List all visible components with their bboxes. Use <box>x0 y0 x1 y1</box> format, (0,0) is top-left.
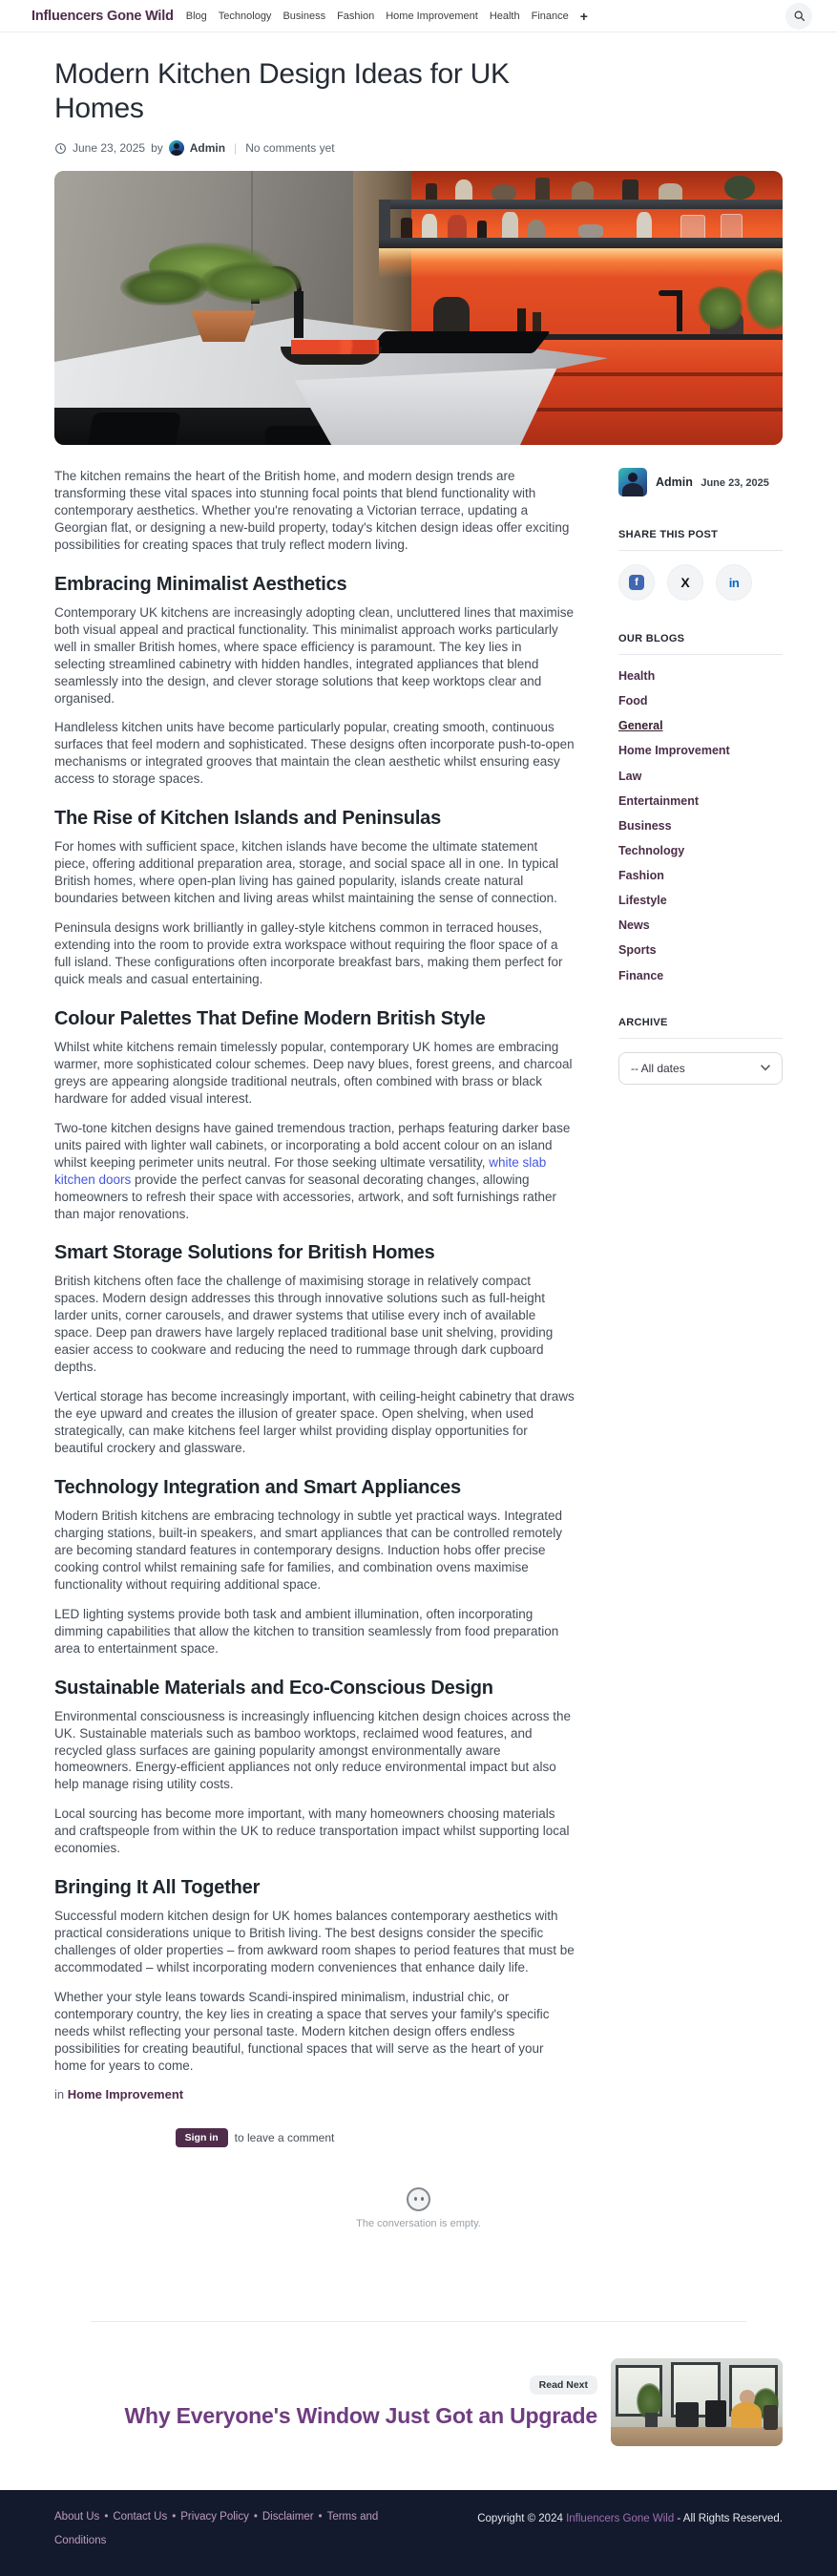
hero-decor <box>637 212 651 239</box>
linkedin-icon: in <box>728 575 740 590</box>
nav-item-fashion[interactable]: Fashion <box>337 10 375 22</box>
article-paragraph: Whilst white kitchens remain timelessly popular, contemporary UK homes are embracing warmer, more sophisticated colour schemes. Deep navy blues, forest greens, and charcoal greys are appearing alongside traditional neutrals, often combined with brass or black hardware for added visual interest. <box>54 1039 573 1106</box>
x-icon: X <box>680 575 690 590</box>
article-paragraph: LED lighting systems provide both task and ambient illumination, often incorporating dimming capabilities that allow the kitchen to transition seamlessly from food preparation area to entertainment space. <box>54 1606 559 1656</box>
read-next-section <box>54 2321 783 2446</box>
hero-decor <box>622 179 638 201</box>
blog-list <box>618 668 783 984</box>
divider <box>618 1038 783 1039</box>
sidebar-item-fashion[interactable]: Fashion <box>618 869 664 882</box>
footer-link-about-us[interactable]: About Us <box>54 2510 100 2523</box>
site-header <box>0 0 837 32</box>
hero-decor <box>578 224 603 238</box>
read-next-title[interactable]: Why Everyone's Window Just Got an Upgrade <box>124 2402 597 2428</box>
hero-decor <box>120 269 208 305</box>
read-next-badge: Read Next <box>530 2375 597 2395</box>
comment-signin-row <box>54 2128 455 2147</box>
hero-decor <box>295 369 557 445</box>
sidebar-item-lifestyle[interactable]: Lifestyle <box>618 894 667 908</box>
footer-brand-link[interactable]: Influencers Gone Wild <box>566 2512 675 2524</box>
share-linkedin-button[interactable] <box>716 564 752 601</box>
nav-item-home-improvement[interactable]: Home Improvement <box>386 10 478 22</box>
author-card <box>618 468 783 496</box>
paragraph-text: Two-tone kitchen designs have gained tremendous traction, perhaps featuring darker base units paired with lighter wall cabinets, or incorporating a bold accent colour on an island whilst keeping perimeter units neutral. For those seeking ultimate versatility, <box>54 1120 571 1170</box>
hero-decor <box>535 178 550 200</box>
byline-label: by <box>151 141 163 155</box>
page-title: Modern Kitchen Design Ideas for UK Homes <box>54 58 510 124</box>
meta-separator: | <box>234 141 238 155</box>
footer-links <box>54 2505 388 2554</box>
site-footer <box>0 2490 837 2576</box>
hero-decor <box>200 262 303 303</box>
blogs-section-title: OUR BLOGS <box>618 633 685 644</box>
footer-link-contact-us[interactable]: Contact Us <box>113 2510 168 2523</box>
author-avatar <box>618 468 647 496</box>
sidebar-item-general[interactable]: General <box>618 719 663 733</box>
divider <box>91 2321 746 2322</box>
hero-decor <box>477 221 488 239</box>
nav-item-technology[interactable]: Technology <box>218 10 272 22</box>
smiley-icon <box>407 2187 430 2211</box>
bullet-separator: • <box>104 2510 109 2523</box>
article-paragraph: Peninsula designs work brilliantly in galley-style kitchens common in terraced houses, extending into the room to provide extra workspace without requiring the floor space of a full island. These configurations often incorporate breakfast bars, making them perfect for quick meals and casual entertaining. <box>54 920 563 986</box>
archive-section-title: ARCHIVE <box>618 1016 668 1028</box>
share-buttons <box>618 564 783 601</box>
section-heading: Bringing It All Together <box>54 1877 261 1899</box>
article-paragraph <box>54 1120 575 1223</box>
sidebar-item-sports[interactable]: Sports <box>618 943 657 958</box>
sidebar-item-business[interactable]: Business <box>618 818 672 833</box>
sidebar-item-news[interactable]: News <box>618 918 650 933</box>
thumb-decor <box>611 2427 783 2446</box>
thumb-decor <box>705 2400 726 2427</box>
footer-link-terms[interactable]: Terms and Conditions <box>54 2510 379 2547</box>
search-button[interactable] <box>785 3 812 30</box>
article-paragraph: Successful modern kitchen design for UK homes balances contemporary aesthetics with practical considerations unique to British living. The best designs consider the specific challenges of older properties – from awkward room shapes to period features that must be accommodated – whilst incorporating modern conveniences that enhance daily life. <box>54 1909 575 1975</box>
article-paragraph: Contemporary UK kitchens are increasingly adopting clean, uncluttered lines that maximise both visual appeal and practical functionality. This minimalist approach works particularly well in smaller British homes, where space efficiency is paramount. The key lies in selecting streamlined cabinetry with hidden handles, integrated appliances that blend seamlessly into the design, and clever storage solutions that keep worktops clear and organised. <box>54 604 575 706</box>
post-meta <box>54 140 783 156</box>
author-link[interactable]: Admin <box>189 141 226 155</box>
bullet-separator: • <box>172 2510 177 2523</box>
section-heading: Smart Storage Solutions for British Homes <box>54 1242 435 1264</box>
comment-count: No comments yet <box>245 141 335 155</box>
author-post-date: June 23, 2025 <box>701 477 769 489</box>
sidebar-item-food[interactable]: Food <box>618 694 648 708</box>
archive-select[interactable] <box>618 1052 783 1085</box>
share-facebook-button[interactable] <box>618 564 655 601</box>
sidebar <box>618 468 783 2147</box>
hero-decor <box>433 297 470 335</box>
hero-decor <box>422 214 436 239</box>
thumb-decor <box>764 2405 777 2430</box>
share-section-title: SHARE THIS POST <box>618 529 719 540</box>
footer-link-privacy-policy[interactable]: Privacy Policy <box>180 2510 249 2523</box>
article-paragraph: Local sourcing has become more important, with many homeowners choosing materials and craftspeople from within the UK to reduce transportation impact whilst supporting local economies. <box>54 1806 570 1856</box>
article-paragraph: Modern British kitchens are embracing technology in subtle yet practical ways. Integrated charging stations, built-in speakers, and smart appliances that can be controlled remotely are becoming standard features in contemporary designs. Induction hobs offer precise cooking control whilst remaining safe for families, and combination ovens maximise functionality without requiring additional space. <box>54 1508 563 1592</box>
hero-decor <box>677 290 683 331</box>
hero-decor <box>294 291 303 338</box>
article-paragraph: Whether your style leans towards Scandi-inspired minimalism, industrial chic, or contemporary country, the key lies in creating a space that serves your family's specific needs whilst reflecting your personal taste. Modern kitchen design offers endless possibilities for creating beautiful, functional spaces that will serve as the heart of your home for years to come. <box>54 1990 550 2073</box>
main-nav <box>186 10 588 23</box>
thumb-decor <box>731 2402 762 2429</box>
bullet-separator: • <box>253 2510 258 2523</box>
sidebar-item-technology[interactable]: Technology <box>618 843 685 857</box>
thumb-decor <box>676 2402 698 2427</box>
section-heading: Sustainable Materials and Eco-Conscious Design <box>54 1677 493 1699</box>
facebook-icon: f <box>629 575 644 590</box>
sign-in-button[interactable]: Sign in <box>176 2128 228 2147</box>
section-heading: Colour Palettes That Define Modern British Style <box>54 1007 486 1029</box>
sidebar-item-finance[interactable]: Finance <box>618 968 664 982</box>
inline-text-link[interactable]: white slab kitchen doors <box>54 1154 547 1187</box>
article-paragraph: Handleless kitchen units have become particularly popular, creating smooth, continuous surfaces that feel modern and sophisticated. These designs often incorporate push-to-open mechanisms or integrated grooves that maintain the clean aesthetic whilst ensuring easy access to storage spaces. <box>54 720 575 787</box>
footer-copyright <box>477 2505 783 2524</box>
page-container <box>0 57 837 2446</box>
hero-image <box>54 171 783 445</box>
sidebar-item-home-improvement[interactable]: Home Improvement <box>618 744 730 758</box>
chevron-down-icon <box>761 1065 770 1071</box>
article-paragraph: For homes with sufficient space, kitchen islands have become the ultimate statement piece, offering additional preparation area, storage, and social space all in one. In typical British homes, where open-plan living has gained popularity, islands create natural boundaries between kitchen and living areas whilst maintaining the sense of connection. <box>54 839 559 906</box>
hero-decor <box>659 183 681 200</box>
author-name: Admin <box>656 475 693 489</box>
hero-decor <box>401 218 412 239</box>
conversation-widget <box>54 2187 783 2229</box>
archive-selected-value: -- All dates <box>631 1061 685 1075</box>
article-paragraph: The kitchen remains the heart of the British home, and modern design trends are transforming these vital spaces into stunning focal points that blend functionality with contemporary aesthetics. Whether you're renovating a Victorian terrace, updating a Georgian flat, or designing a new-build property, today's kitchen design ideas offer exciting possibilities for creating spaces that truly reflect modern living. <box>54 469 570 552</box>
divider <box>618 550 783 551</box>
hero-decor <box>572 181 594 200</box>
divider <box>618 654 783 655</box>
author-avatar-small <box>169 140 184 156</box>
hero-decor <box>291 340 379 355</box>
hero-decor <box>379 200 783 209</box>
hero-decor <box>492 184 516 200</box>
copyright-prefix: Copyright © 2024 <box>477 2512 563 2524</box>
section-heading: Technology Integration and Smart Appliances <box>54 1476 461 1498</box>
post-date: June 23, 2025 <box>73 141 146 155</box>
paragraph-text: provide the perfect canvas for seasonal decorating changes, allowing homeowners to refresh their space with accessories, artwork, and soft furnishings rather than major renovations. <box>54 1172 556 1221</box>
hero-decor <box>699 286 743 330</box>
hero-decor <box>721 214 743 239</box>
article-paragraph: Vertical storage has become increasingly important, with ceiling-height cabinetry that draws the eye upward and creates the illusion of greater space. Open shelving, when used strategically, can make kitchens feel larger whilst providing display opportunities for beautiful crockery and glassware. <box>54 1389 575 1456</box>
read-next-card[interactable] <box>54 2358 783 2446</box>
hero-decor <box>426 183 437 200</box>
hero-decor <box>502 212 518 239</box>
bullet-separator: • <box>318 2510 323 2523</box>
read-next-text <box>125 2375 597 2429</box>
section-heading: The Rise of Kitchen Islands and Peninsulas <box>54 808 442 830</box>
signin-suffix: to leave a comment <box>234 2130 335 2144</box>
plus-icon[interactable]: + <box>579 8 588 24</box>
nav-item-blog[interactable]: Blog <box>185 10 207 22</box>
hero-decor <box>379 248 783 279</box>
article-body <box>54 468 575 2147</box>
sidebar-item-entertainment[interactable]: Entertainment <box>618 793 700 808</box>
hero-decor <box>379 238 783 248</box>
category-link[interactable]: Home Improvement <box>67 2086 184 2101</box>
site-logo[interactable]: Influencers Gone Wild <box>31 8 174 24</box>
footer-link-disclaimer[interactable]: Disclaimer <box>262 2510 314 2523</box>
copyright-suffix: - All Rights Reserved. <box>677 2512 783 2524</box>
conversation-empty-text: The conversation is empty. <box>356 2217 481 2229</box>
category-line <box>54 2087 575 2101</box>
hero-decor <box>724 176 755 201</box>
article-paragraph: Environmental consciousness is increasingly influencing kitchen design choices across the UK. Sustainable materials such as bamboo worktops, reclaimed wood features, and recycled glass surfaces are gaining popularity amongst environmentally aware homeowners. Energy-efficient appliances not only reduce environmental impact but also help manage rising utility costs. <box>54 1708 572 1792</box>
hero-decor <box>680 215 705 239</box>
read-next-thumbnail[interactable] <box>611 2358 783 2446</box>
article-paragraph: British kitchens often face the challenge of maximising storage in relatively compact spaces. Modern design addresses this through innovative solutions such as full-height larder units, corner carousels, and drawer systems that utilise every inch of available space. Deep pan drawers have largely replaced traditional base unit shelving, providing easier access to cookware and reducing the need to rummage through dark cupboard depths. <box>54 1274 554 1375</box>
hero-decor <box>455 179 472 201</box>
sidebar-item-law[interactable]: Law <box>618 769 642 783</box>
hero-decor <box>88 412 181 445</box>
hero-decor <box>366 331 551 353</box>
section-heading: Embracing Minimalist Aesthetics <box>54 573 347 595</box>
clock-icon <box>54 142 67 155</box>
nav-item-finance[interactable]: Finance <box>531 10 569 22</box>
category-prefix: in <box>54 2086 65 2101</box>
share-x-button[interactable] <box>667 564 703 601</box>
search-icon <box>793 10 806 22</box>
hero-decor <box>448 215 467 239</box>
sidebar-item-health[interactable]: Health <box>618 669 656 683</box>
hero-decor <box>528 220 545 239</box>
nav-item-health[interactable]: Health <box>489 10 520 22</box>
nav-item-business[interactable]: Business <box>282 10 326 22</box>
